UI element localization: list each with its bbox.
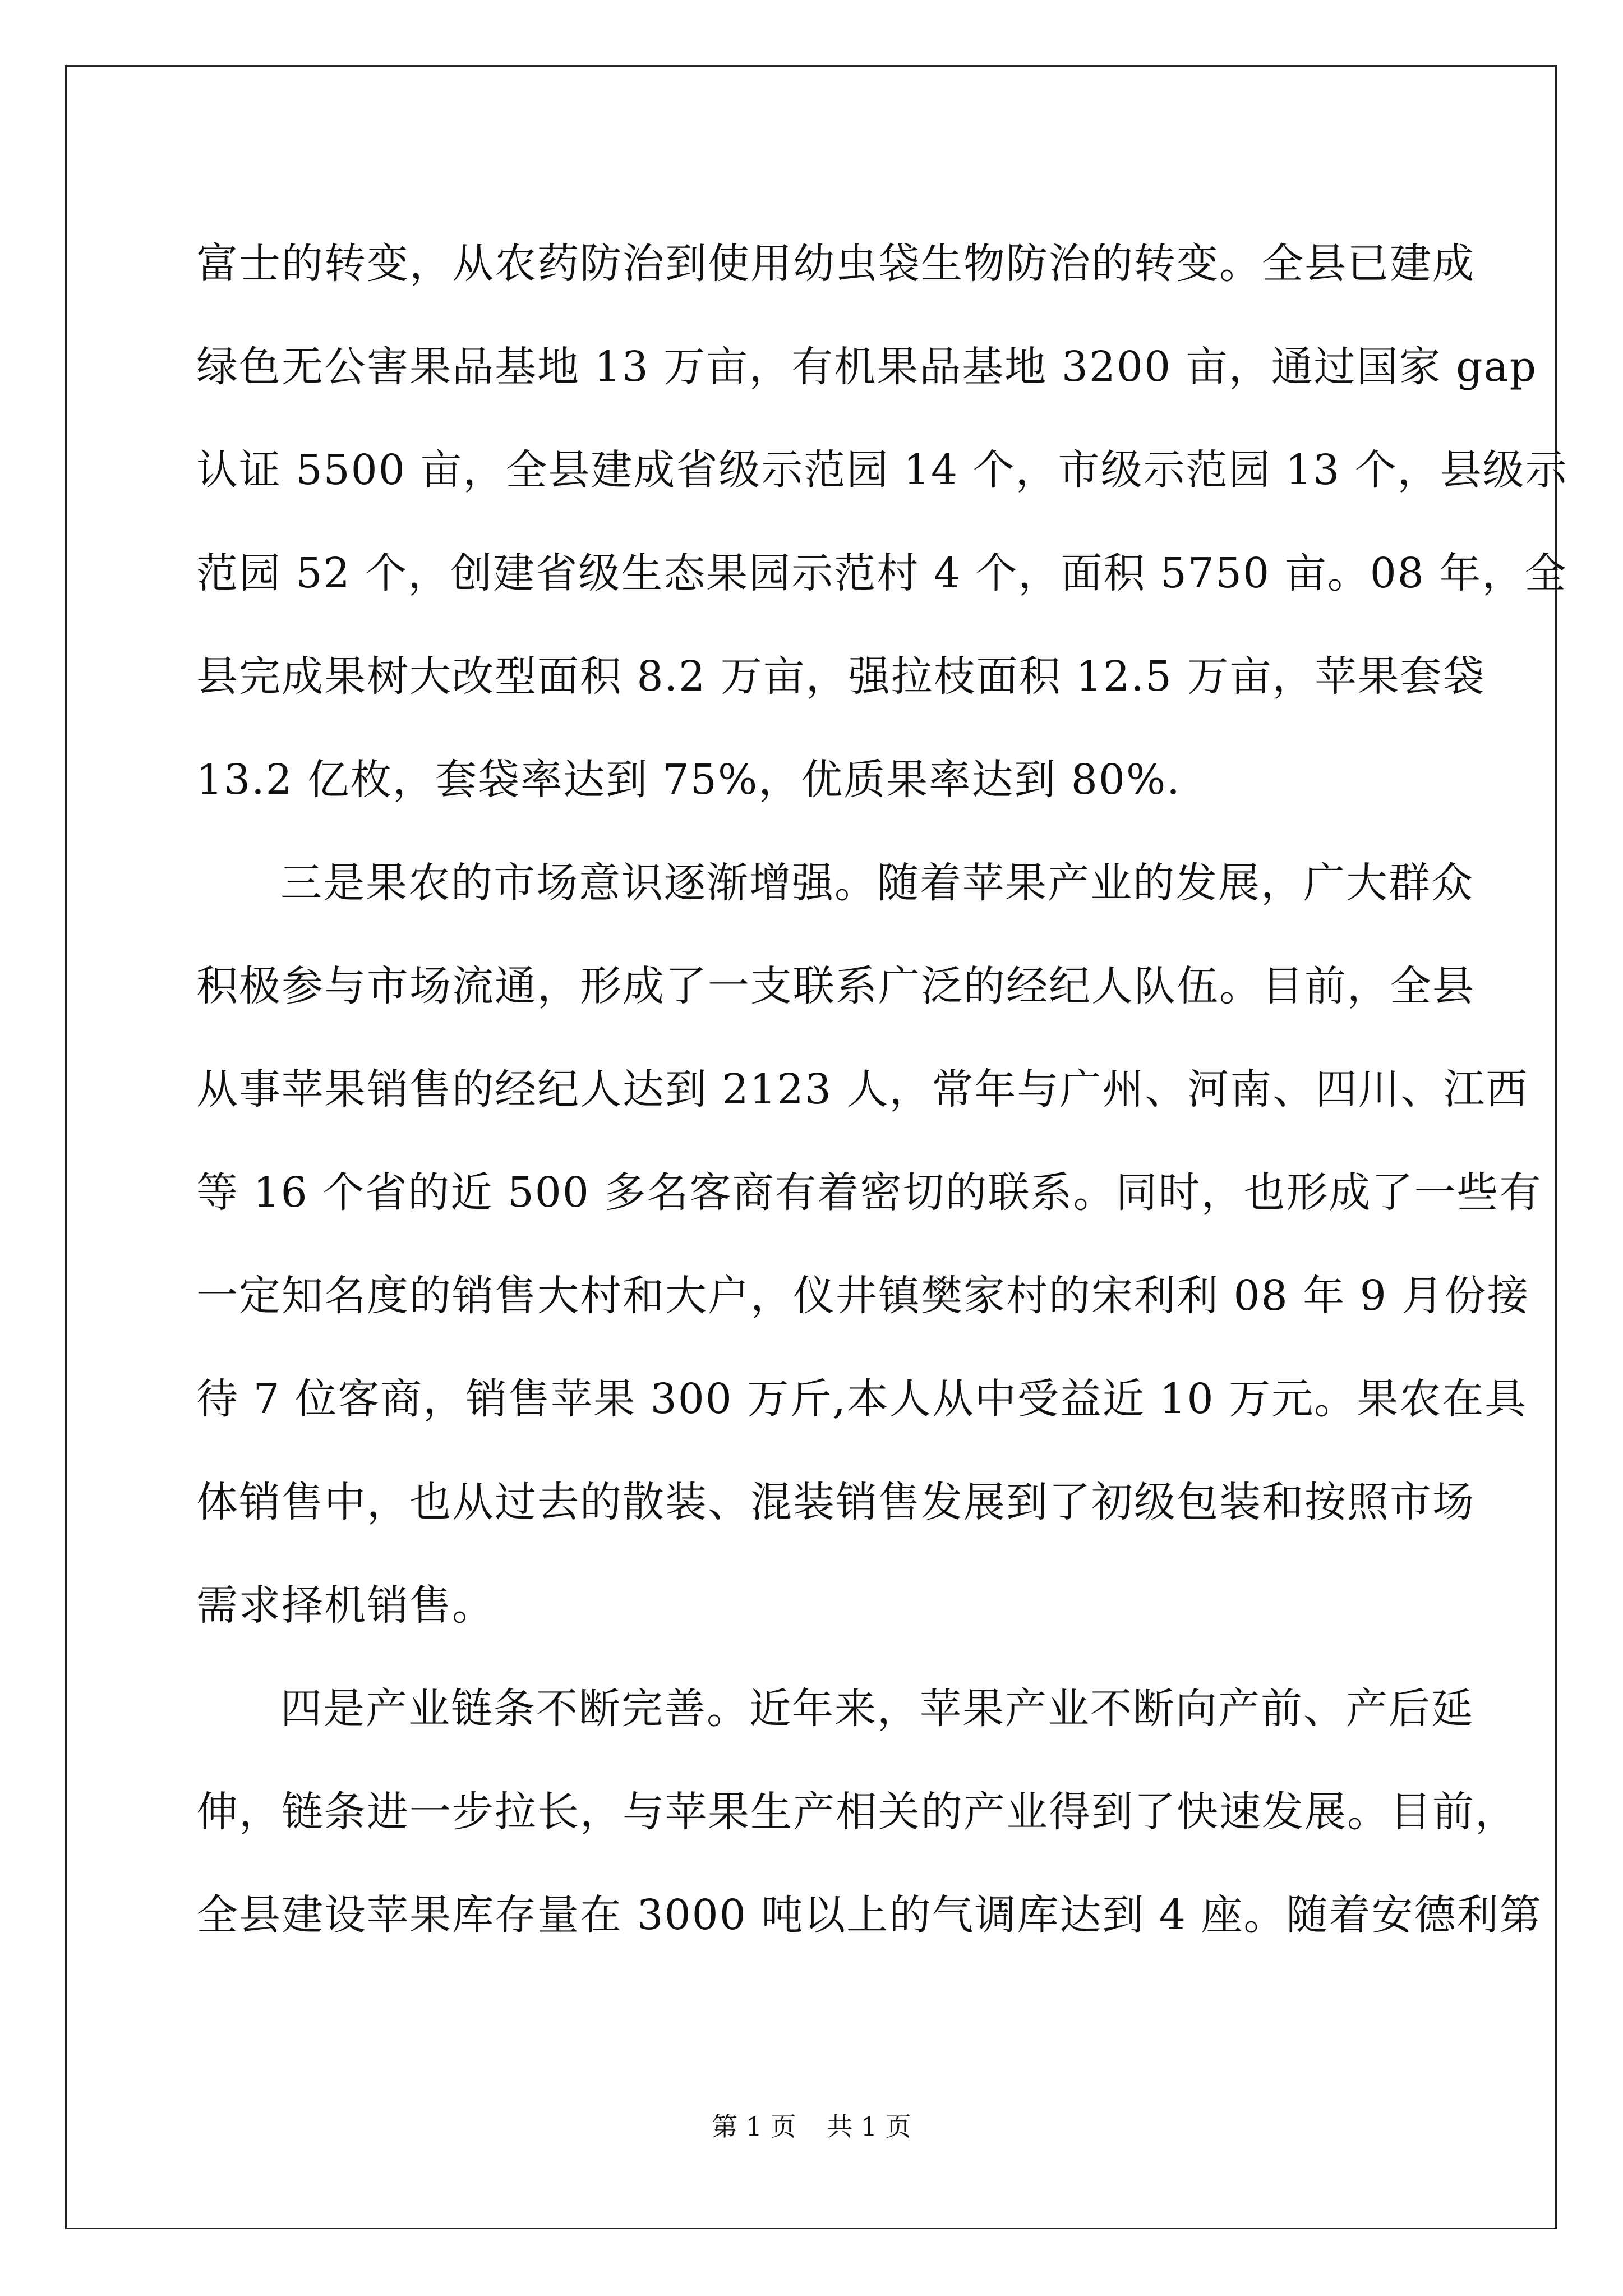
text-line: 等 16 个省的近 500 多名客商有着密切的联系。同时，也形成了一些有 [196, 1168, 1542, 1217]
page-footer [0, 2106, 1623, 2143]
text-line: 县完成果树大改型面积 8.2 万亩，强拉枝面积 12.5 万亩，苹果套袋 [196, 652, 1486, 701]
text-line: 伸，链条进一步拉长，与苹果生产相关的产业得到了快速发展。目前， [196, 1788, 1518, 1836]
text-line: 绿色无公害果品基地 13 万亩，有机果品基地 3200 亩，通过国家 gap [196, 343, 1537, 391]
text-line: 需求择机销售。 [196, 1581, 495, 1630]
text-line: 体销售中，也从过去的散装、混装销售发展到了初级包装和按照市场 [196, 1478, 1475, 1526]
text-line: 认证 5500 亩，全县建成省级示范园 14 个，市级示范园 13 个，县级示 [196, 446, 1568, 494]
paragraph-start-line: 三是果农的市场意识逐渐增强。随着苹果产业的发展，广大群众 [280, 859, 1474, 907]
text-line: 待 7 位客商，销售苹果 300 万斤,本人从中受益近 10 万元。果农在具 [196, 1375, 1528, 1423]
text-line: 富士的转变，从农药防治到使用幼虫袋生物防治的转变。全县已建成 [196, 240, 1475, 288]
text-line: 积极参与市场流通，形成了一支联系广泛的经纪人队伍。目前，全县 [196, 962, 1475, 1010]
text-line: 一定知名度的销售大村和大户，仪井镇樊家村的宋利利 08 年 9 月份接 [196, 1272, 1530, 1320]
document-body [196, 209, 1568, 1963]
page-number: 第 1 页 [712, 2111, 796, 2142]
page-total: 共 1 页 [827, 2111, 911, 2142]
text-line: 全县建设苹果库存量在 3000 吨以上的气调库达到 4 座。随着安德利第 [196, 1891, 1542, 1939]
text-line: 13.2 亿枚，套袋率达到 75%，优质果率达到 80%. [196, 756, 1181, 804]
paragraph-start-line: 四是产业链条不断完善。近年来，苹果产业不断向产前、产后延 [280, 1685, 1474, 1733]
text-line: 从事苹果销售的经纪人达到 2123 人，常年与广州、河南、四川、江西 [196, 1065, 1529, 1114]
text-line: 范园 52 个，创建省级生态果园示范村 4 个，面积 5750 亩。08 年，全 [196, 549, 1567, 597]
